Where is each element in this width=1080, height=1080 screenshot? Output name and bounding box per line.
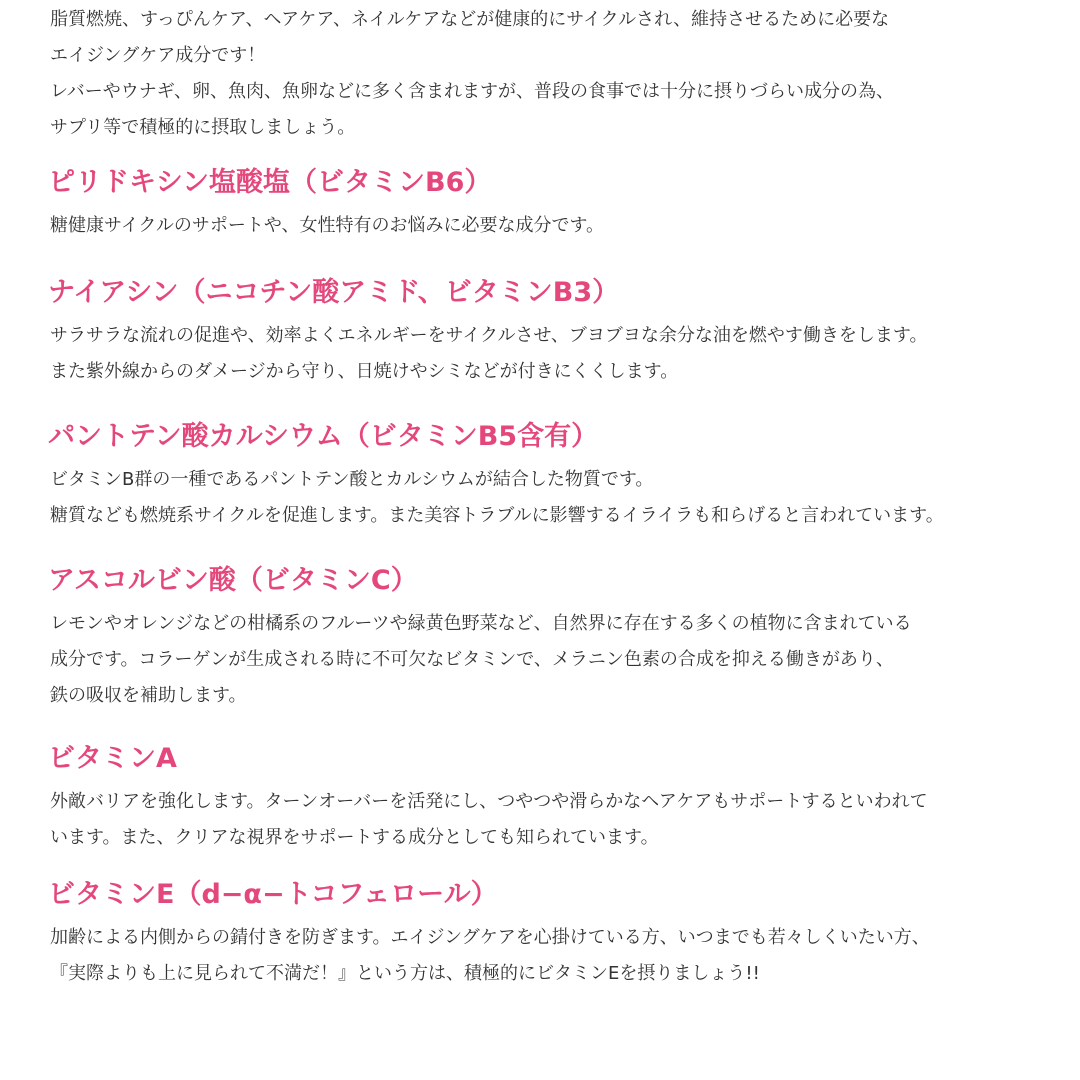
section-line: ビタミンB群の一種であるパントテン酸とカルシウムが結合した物質です。	[50, 469, 654, 490]
section-vitamin-b6	[48, 164, 1073, 244]
section-line: 外敵バリアを強化します。ターンオーバーを活発にし、つやつや滑らかなヘアケアもサポートするといわれて	[50, 791, 928, 812]
section-heading: ビタミンE（d−α−トコフェロール）	[48, 879, 498, 910]
section-heading: ピリドキシン塩酸塩（ビタミンB6）	[48, 167, 492, 198]
intro-line: レバーやウナギ、卵、魚肉、魚卵などに多く含まれますが、普段の食事では十分に摂りづらい成分の為、	[50, 81, 895, 102]
section-heading: ビタミンA	[48, 743, 177, 774]
section-line: 糖質なども燃焼系サイクルを促進します。また美容トラブルに影響するイライラも和らげると言われています。	[50, 505, 944, 526]
section-vitamin-b3	[48, 274, 1073, 390]
section-vitamin-c	[48, 562, 1073, 714]
section-heading: パントテン酸カルシウム（ビタミンB5含有）	[48, 421, 599, 452]
section-line: 糖健康サイクルのサポートや、女性特有のお悩みに必要な成分です。	[50, 215, 605, 236]
section-vitamin-b5	[48, 418, 1073, 534]
section-line: 『実際よりも上に見られて不満だ！』という方は、積極的にビタミンEを摂りましょう!!	[50, 963, 760, 984]
section-vitamin-a	[48, 740, 1073, 856]
intro-line: エイジングケア成分です！	[50, 45, 266, 66]
section-heading: アスコルビン酸（ビタミンC）	[48, 565, 418, 596]
section-line: また紫外線からのダメージから守り、日焼けやシミなどが付きにくくします。	[50, 361, 679, 382]
intro-paragraph	[50, 2, 1070, 146]
section-line: サラサラな流れの促進や、効率よくエネルギーをサイクルさせ、ブヨブヨな余分な油を燃やす働きをします。	[50, 325, 928, 346]
intro-line: サプリ等で積極的に摂取しましょう。	[50, 117, 356, 138]
section-vitamin-e	[48, 876, 1073, 992]
section-line: います。また、クリアな視界をサポートする成分としても知られています。	[50, 827, 659, 848]
section-line: 加齢による内側からの錆付きを防ぎます。エイジングケアを心掛けている方、いつまでも若々しくいたい方、	[50, 927, 930, 948]
section-line: 成分です。コラーゲンが生成される時に不可欠なビタミンで、メラニン色素の合成を抑える働きがあり、	[50, 649, 894, 670]
section-heading: ナイアシン（ニコチン酸アミド、ビタミンB3）	[48, 277, 620, 308]
section-line: レモンやオレンジなどの柑橘系のフルーツや緑黄色野菜など、自然界に存在する多くの植物に含まれている	[50, 613, 912, 634]
intro-line: 脂質燃焼、すっぴんケア、ヘアケア、ネイルケアなどが健康的にサイクルされ、維持させるために必要な	[50, 9, 890, 30]
section-line: 鉄の吸収を補助します。	[50, 685, 247, 706]
